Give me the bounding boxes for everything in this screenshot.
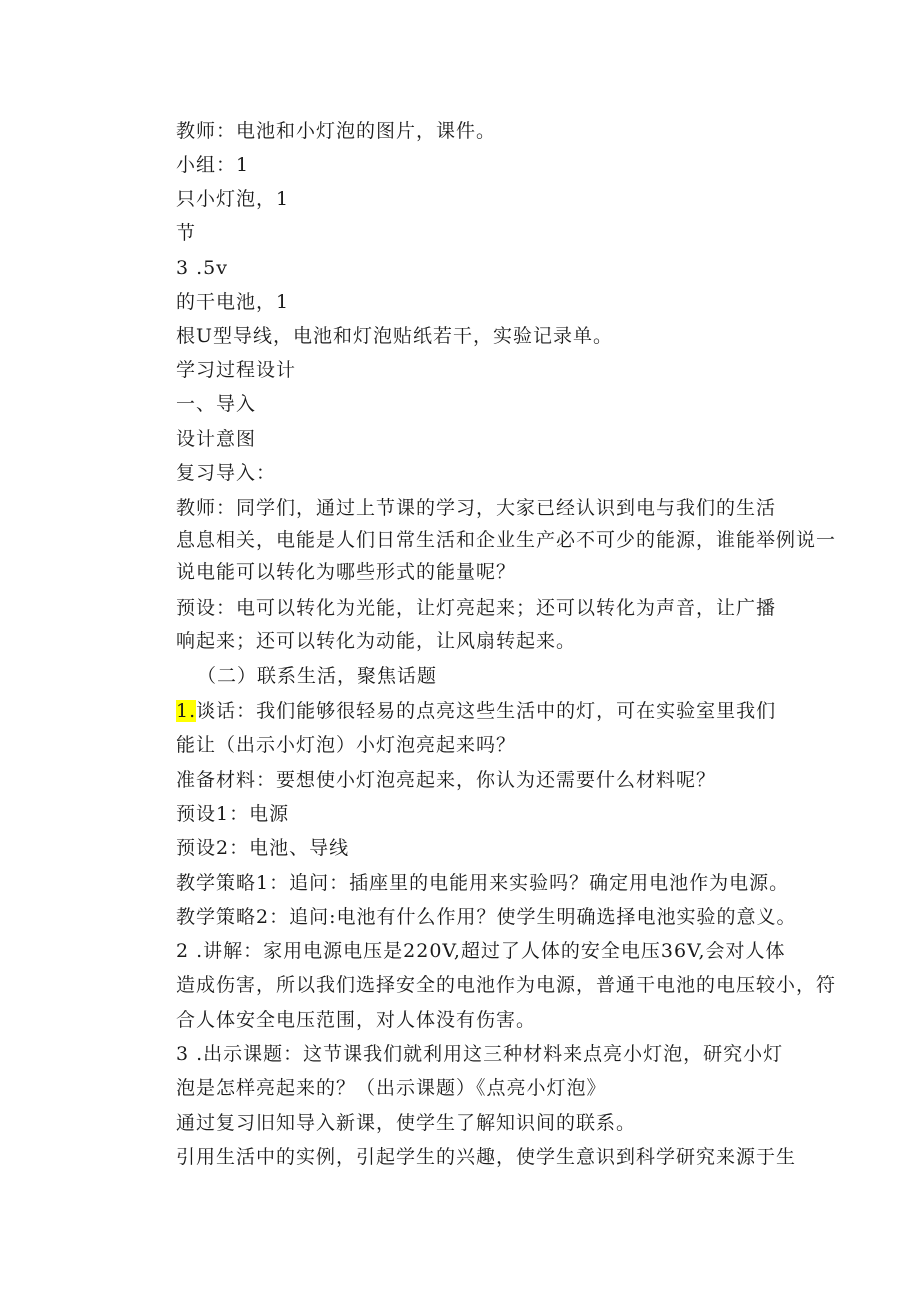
text-line: 引用生活中的实例，引起学生的兴趣，使学生意识到科学研究来源于生 — [176, 1146, 797, 1168]
text-line: 2 .讲解：家用电源电压是220V,超过了人体的安全电压36V,会对人体 — [176, 940, 786, 962]
text-line: 节 — [176, 222, 197, 244]
text-line: 根U型导线，电池和灯泡贴纸若干，实验记录单。 — [176, 325, 614, 347]
text-line: 3 .5v — [176, 257, 228, 279]
text-line: 合人体安全电压范围，对人体没有伤害。 — [176, 1009, 537, 1031]
highlighted-number: 1. — [176, 700, 197, 722]
section-heading: 一、导入 — [176, 393, 257, 415]
text-line: 造成伤害，所以我们选择安全的电池作为电源，普通干电池的电压较小，符 — [176, 974, 837, 996]
text-line: 设计意图 — [176, 428, 257, 450]
text-line: 复习导入： — [176, 462, 277, 484]
text-line: 泡是怎样亮起来的？（出示课题）《点亮小灯泡》 — [176, 1077, 607, 1099]
text-line: 3 .出示课题：这节课我们就利用这三种材料来点亮小灯泡，研究小灯 — [176, 1043, 784, 1065]
text-line: 通过复习旧知导入新课，使学生了解知识间的联系。 — [176, 1112, 637, 1134]
text-line: 只小灯泡，1 — [176, 188, 290, 210]
text-line: 能让（出示小灯泡）小灯泡亮起来吗？ — [176, 734, 517, 756]
text-line: 教学策略2：追问:电池有什么作用？使学生明确选择电池实验的意义。 — [176, 906, 797, 928]
text-line: 的干电池，1 — [176, 291, 290, 313]
text-line: 预设2：电池、导线 — [176, 837, 350, 859]
text-line: 响起来；还可以转化为动能，让风扇转起来。 — [176, 630, 577, 652]
text-line — [176, 700, 796, 722]
text-line: 准备材料：要想使小灯泡亮起来，你认为还需要什么材料呢？ — [176, 769, 717, 791]
text-line: 教师：电池和小灯泡的图片，课件。 — [176, 120, 497, 142]
section-heading: 学习过程设计 — [176, 359, 297, 381]
text-line: 息息相关，电能是人们日常生活和企业生产必不可少的能源，谁能举例说一 — [176, 529, 837, 551]
text-line: 小组：1 — [176, 154, 250, 176]
text-line: 说电能可以转化为哪些形式的能量呢？ — [176, 561, 517, 583]
text-line: 教学策略1：追问：插座里的电能用来实验吗？确定用电池作为电源。 — [176, 872, 790, 894]
text-line: 教师：同学们，通过上节课的学习，大家已经认识到电与我们的生活 — [176, 497, 777, 519]
text-line: 预设1：电源 — [176, 803, 290, 825]
text-line: 预设：电可以转化为光能，让灯亮起来；还可以转化为声音，让广播 — [176, 597, 777, 619]
text-span: 谈话：我们能够很轻易的点亮这些生活中的灯，可在实验室里我们 — [196, 700, 777, 722]
section-heading: （二）联系生活，聚焦话题 — [197, 665, 438, 687]
